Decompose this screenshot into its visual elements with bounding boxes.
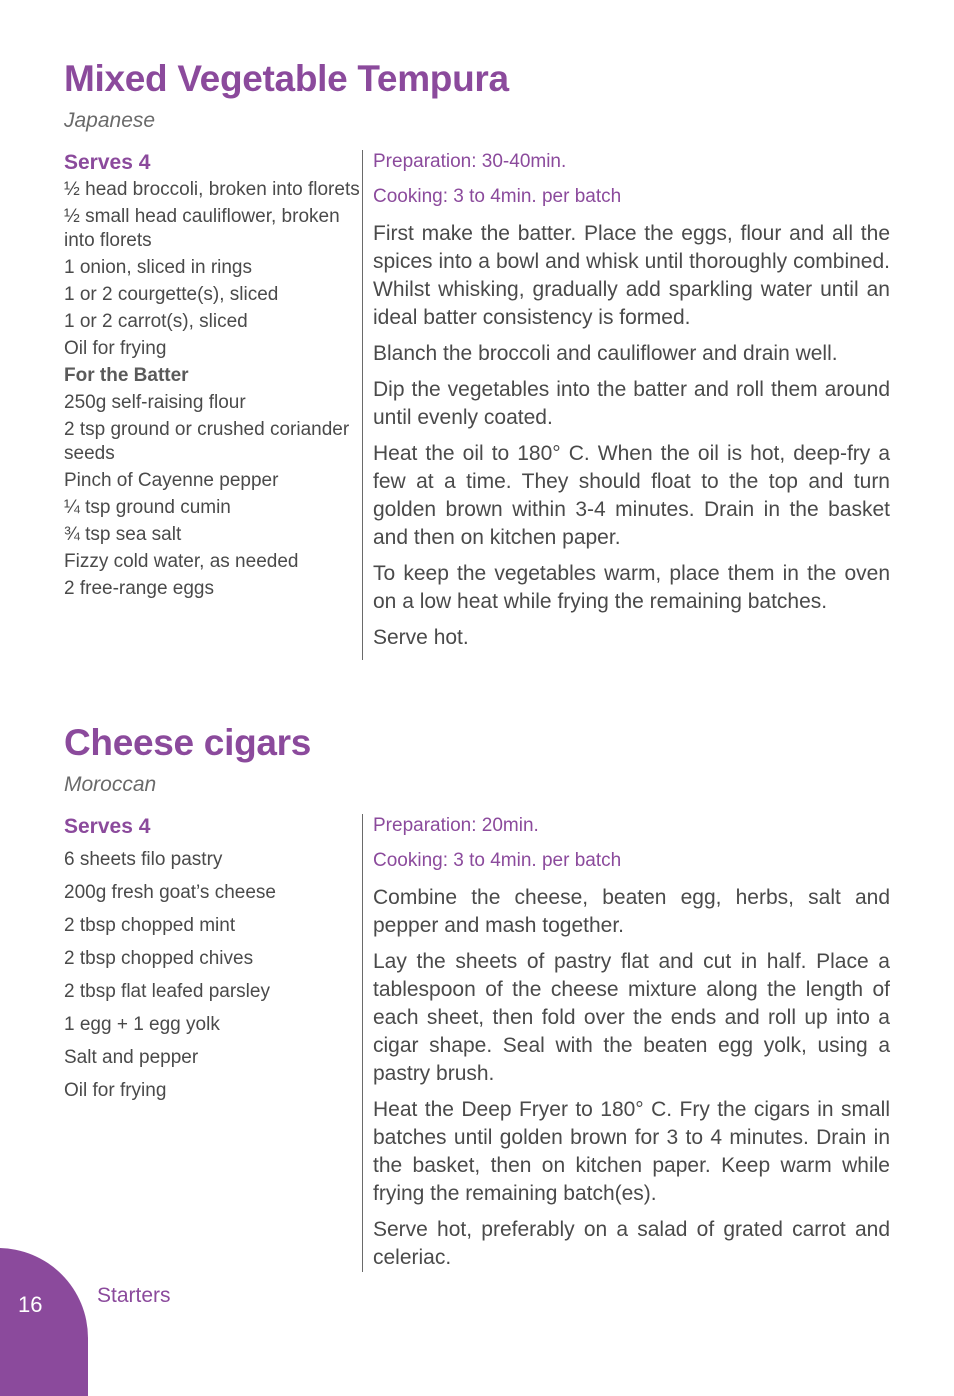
- recipe-tempura: [64, 56, 894, 660]
- method-step: First make the batter. Place the eggs, flour and all the spices into a bowl and whisk until thoroughly combined. Whilst whisking, gradually add sparkling water until an ideal batter consistency is formed.: [373, 222, 890, 329]
- method-step: Blanch the broccoli and cauliflower and drain well.: [373, 342, 838, 365]
- serves-label: Serves 4: [64, 151, 151, 174]
- ingredients-column: [64, 150, 362, 660]
- cooking-time: Cooking: 3 to 4min. per batch: [373, 186, 622, 207]
- method-steps: [373, 884, 890, 1272]
- recipe-columns: [64, 150, 894, 660]
- recipe-columns: [64, 814, 894, 1272]
- recipe-origin: Moroccan: [64, 773, 157, 796]
- recipe-origin: Japanese: [64, 109, 156, 132]
- page-number: 16: [18, 1292, 43, 1317]
- ingredient: 1 or 2 courgette(s), sliced: [64, 284, 279, 305]
- method-step: To keep the vegetables warm, place them in the oven on a low heat while frying the remaining batches.: [373, 562, 890, 613]
- ingredient: 2 tbsp flat leafed parsley: [64, 981, 270, 1002]
- ingredient: 1 onion, sliced in rings: [64, 257, 252, 278]
- ingredient: 2 tbsp chopped mint: [64, 915, 236, 936]
- ingredient: 2 free-range eggs: [64, 578, 214, 599]
- ingredients-column: [64, 814, 362, 1272]
- serves-label: Serves 4: [64, 815, 151, 838]
- method-step: Lay the sheets of pastry flat and cut in half. Place a tablespoon of the cheese mixture along the length of each sheet, then fold over the ends and roll up into a cigar shape. Seal with the beaten egg yolk, using a pastry brush.: [373, 950, 890, 1085]
- ingredient: Oil for frying: [64, 1080, 167, 1101]
- ingredient-subheading: For the Batter: [64, 365, 189, 386]
- section-name: Starters: [97, 1284, 171, 1307]
- recipe-cheese-cigars: [64, 720, 894, 1272]
- method-column: [362, 814, 890, 1272]
- method-step: Combine the cheese, beaten egg, herbs, salt and pepper and mash together.: [373, 886, 890, 937]
- ingredient: ½ head broccoli, broken into florets: [64, 179, 360, 200]
- ingredient: 6 sheets filo pastry: [64, 849, 223, 870]
- method-step: Serve hot, preferably on a salad of grated carrot and celeriac.: [373, 1218, 890, 1269]
- ingredient: 250g self-raising flour: [64, 392, 246, 413]
- recipe-title: Mixed Vegetable Tempura: [64, 58, 509, 99]
- ingredient: Pinch of Cayenne pepper: [64, 470, 279, 491]
- method-column: [362, 150, 890, 660]
- ingredient: Oil for frying: [64, 338, 167, 359]
- cooking-time: Cooking: 3 to 4min. per batch: [373, 850, 622, 871]
- method-step: Heat the Deep Fryer to 180° C. Fry the cigars in small batches until golden brown for 3 to 4 minutes. Drain in the basket, then on kitchen paper. Keep warm while frying the remaining batch(es).: [373, 1098, 890, 1205]
- ingredient: ½ small head cauliflower, broken into florets: [64, 206, 340, 251]
- ingredient: Fizzy cold water, as needed: [64, 551, 299, 572]
- ingredient: 2 tbsp chopped chives: [64, 948, 254, 969]
- ingredient: 1 or 2 carrot(s), sliced: [64, 311, 248, 332]
- method-step: Heat the oil to 180° C. When the oil is hot, deep-fry a few at a time. They should float to the top and turn golden brown within 3-4 minutes. Drain in the basket and then on kitchen paper.: [373, 442, 890, 549]
- method-step: Dip the vegetables into the batter and roll them around until evenly coated.: [373, 378, 890, 429]
- preparation-time: Preparation: 20min.: [373, 815, 539, 836]
- ingredient-list: [64, 848, 362, 1103]
- ingredient: Salt and pepper: [64, 1047, 199, 1068]
- ingredient: 200g fresh goat’s cheese: [64, 882, 276, 903]
- method-step: Serve hot.: [373, 626, 469, 649]
- recipe-title: Cheese cigars: [64, 722, 312, 763]
- preparation-time: Preparation: 30-40min.: [373, 151, 567, 172]
- ingredient: 1 egg + 1 egg yolk: [64, 1014, 220, 1035]
- method-steps: [373, 220, 890, 652]
- ingredient: ¼ tsp ground cumin: [64, 497, 231, 518]
- ingredient: 2 tsp ground or crushed coriander seeds: [64, 419, 350, 464]
- ingredient-list: [64, 178, 362, 601]
- ingredient: ¾ tsp sea salt: [64, 524, 182, 545]
